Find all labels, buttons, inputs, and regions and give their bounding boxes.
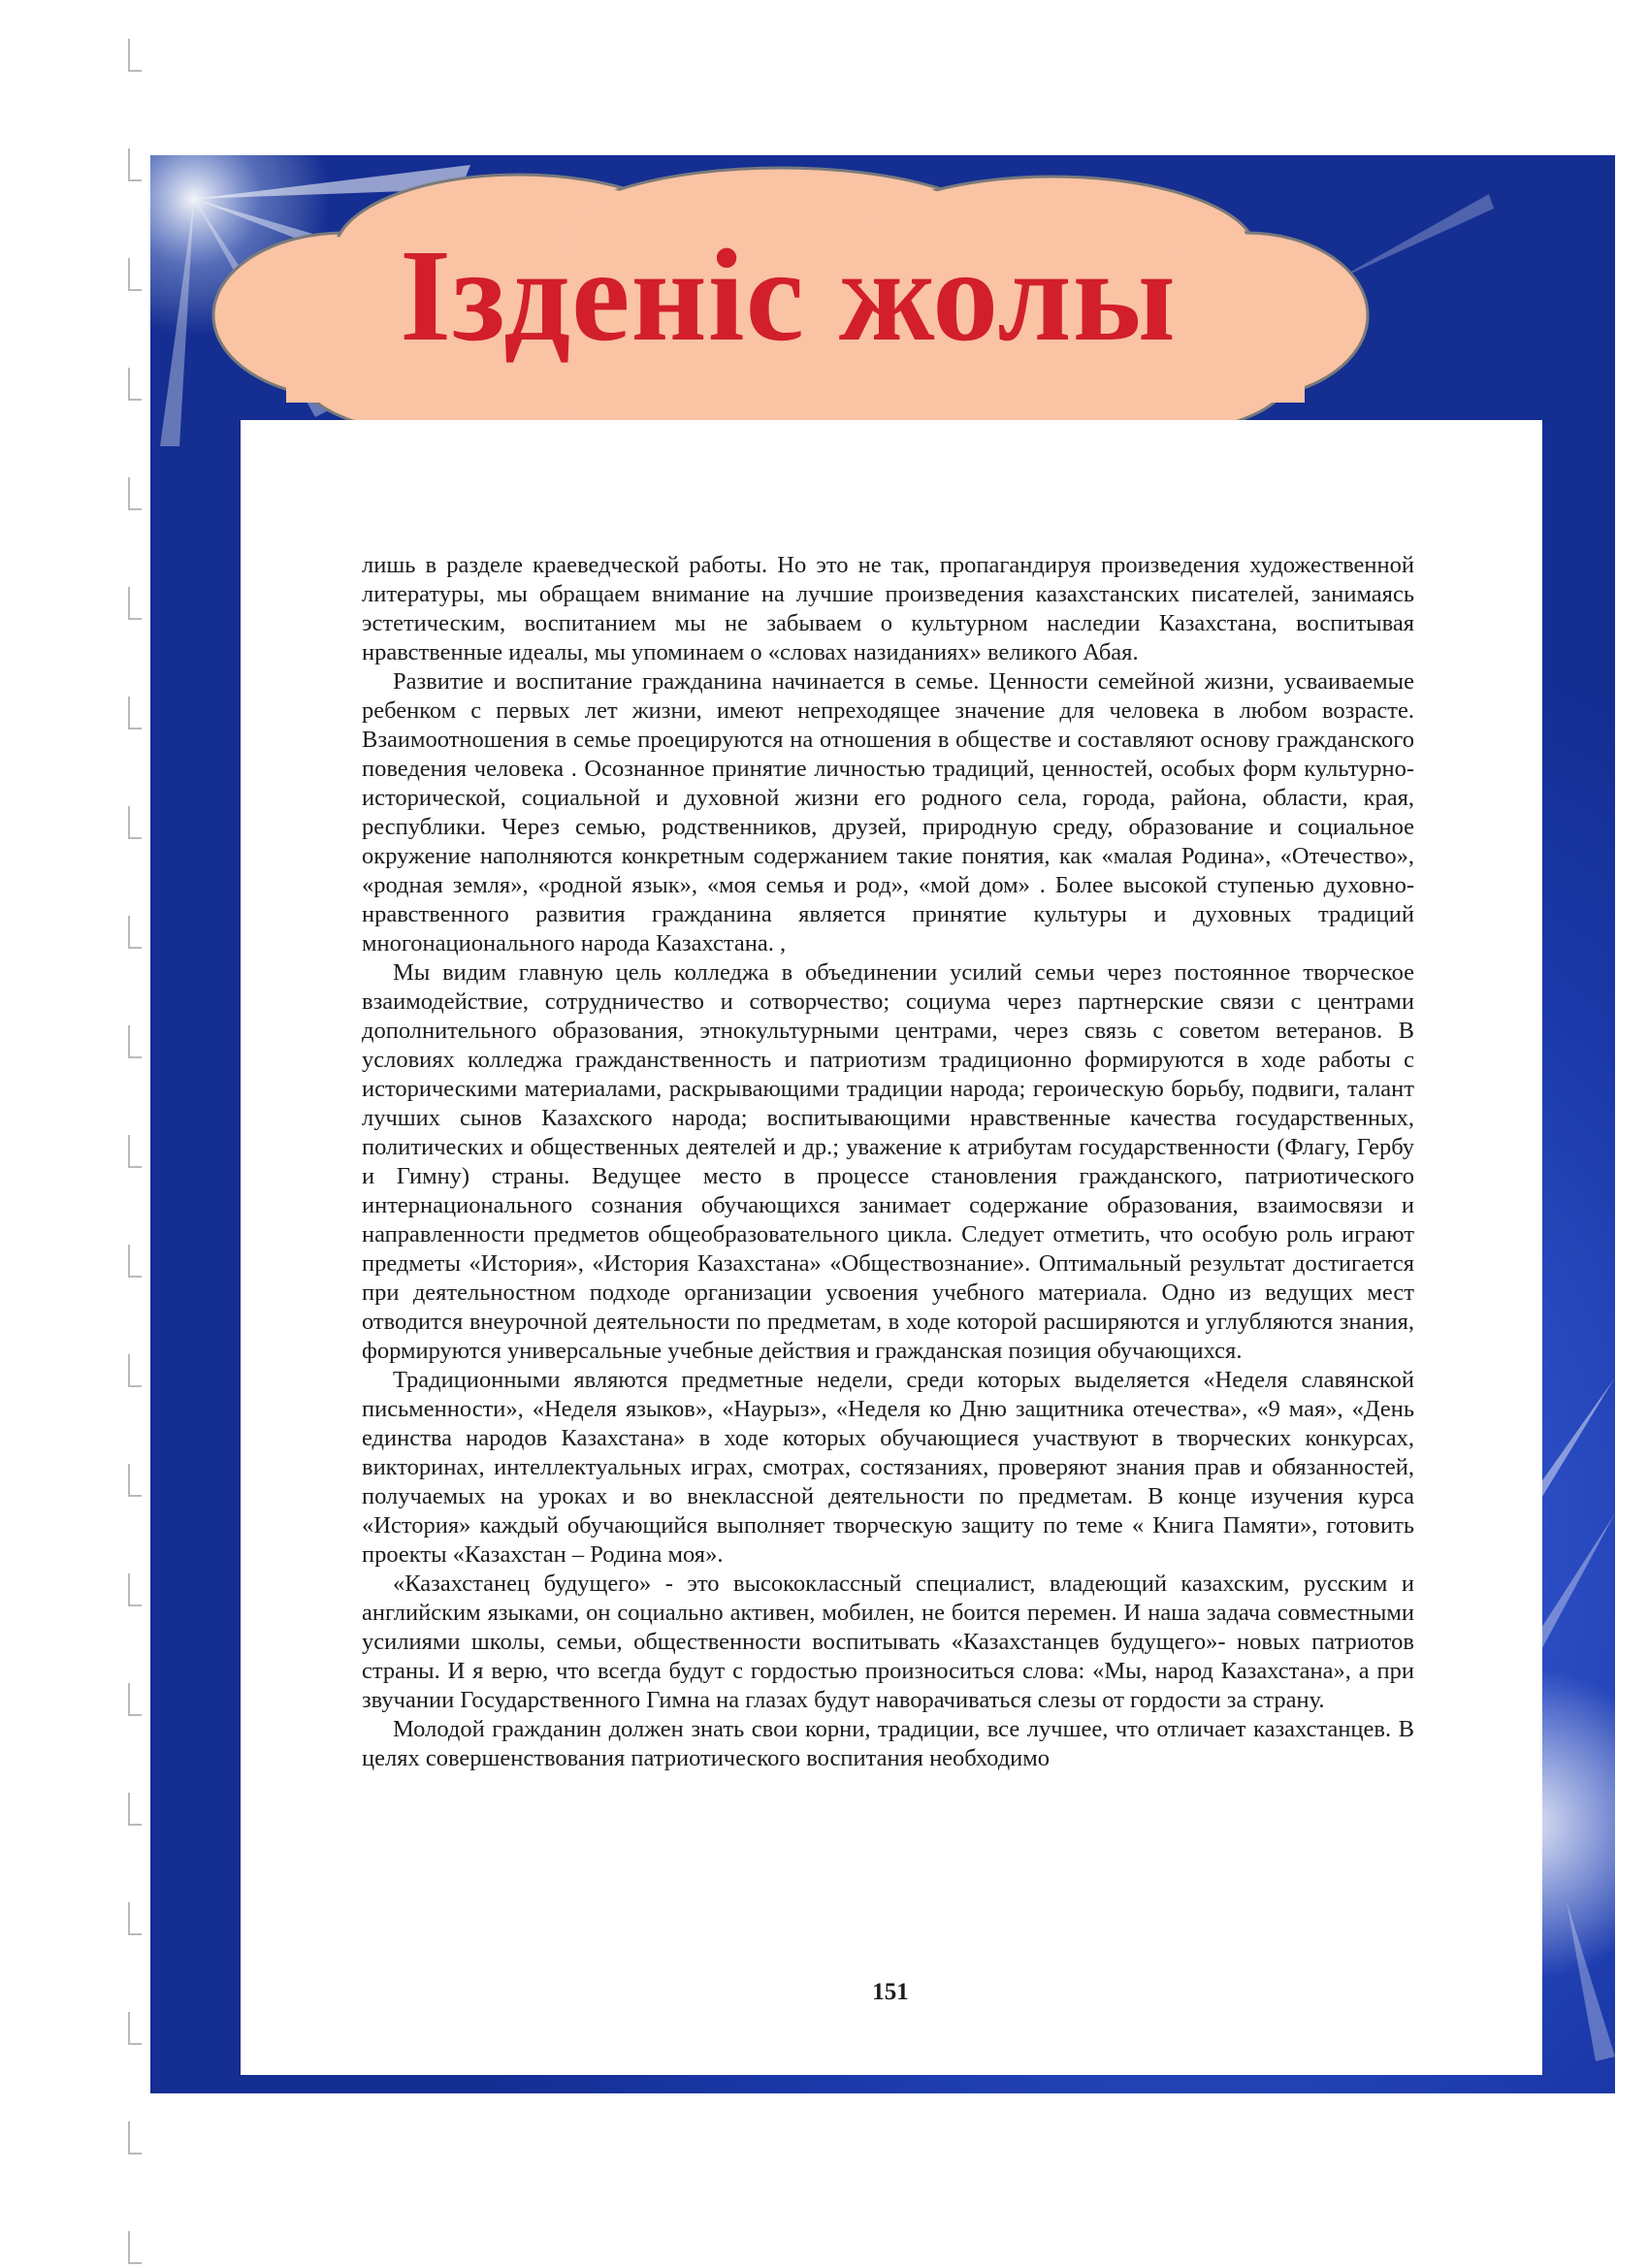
binding-mark	[128, 70, 142, 72]
paragraph: Развитие и воспитание гражданина начинается в семье. Ценности семейной жизни, усваиваемые ребенком с первых лет жизни, имеют непреходящее значение для человека в любом возрасте. Взаимоотношения в семье проецируются на отношения в обществе и составляют основу гражданского поведения человека . Осознанное принятие личностью традиций, ценностей, особых форм культурно-исторической, социальной и духовной жизни его родного села, города, района, области, края, республики. Через семью, родственников, друзей, природную среду, образование и социальное окружение наполняются конкретным содержанием такие понятия, как «малая Родина», «Отечество», «родная земля», «родной язык», «моя семья и род», «мой дом» . Более высокой ступенью духовно-нравственного развития гражданина является принятие культуры и духовных традиций многонационального народа Казахстана. ,	[362, 668, 1414, 956]
paragraph: Традиционными являются предметные недели, среди которых выделяется «Неделя славянской письменности», «Неделя языков», «Наурыз», «Неделя ко Дню защитника отечества», «9 мая», «День единства народов Казахстана» в ходе которых обучающиеся участвуют в творческих конкурсах, викторинах, интеллектуальных играх, смотрах, состязаниях, проверяют знания прав и обязанностей, получаемых на уроках и во внеклассной деятельности по предметам. В конце изучения курса «История» каждый обучающийся выполняет творческую защиту по теме « Книга Памяти», готовить проекты «Казахстан – Родина моя».	[362, 1367, 1414, 1568]
binding-mark	[128, 1276, 142, 1278]
binding-mark	[128, 1604, 142, 1606]
binding-mark	[128, 2153, 142, 2155]
binding-mark	[128, 1385, 142, 1387]
binding-mark	[128, 1824, 142, 1826]
binding-mark	[128, 947, 142, 949]
binding-mark	[128, 618, 142, 620]
page-title: Ізденіс жолы	[400, 223, 1177, 369]
binding-mark	[128, 1933, 142, 1935]
binding-margin	[0, 0, 146, 2268]
binding-mark	[128, 2043, 142, 2045]
binding-mark	[128, 1714, 142, 1716]
binding-mark	[128, 728, 142, 729]
paragraph: Мы видим главную цель колледжа в объединении усилий семьи через постоянное творческое взаимодействие, сотрудничество и сотворчество; социума через партнерские связи с центрами дополнительного образования, этнокультурными центрами, через связь с советом ветеранов. В условиях колледжа гражданственность и патриотизм традиционно формируются в ходе работы с историческими материалами, раскрывающими традиции народа; героическую борьбу, подвиги, талант лучших сынов Казахского народа; воспитывающими нравственные качества государственных, политических и общественных деятелей и др.; уважение к атрибутам государственности (Флагу, Гербу и Гимну) страны. Ведущее место в процессе становления гражданского, патриотического интернационального сознания обучающихся занимает содержание образования, взаимосвязи и направленности предметов общеобразовательного цикла. Следует отметить, что особую роль играют предметы «История», «История Казахстана» «Обществознание». Оптимальный результат достигается при деятельностном подходе организации усвоения учебного материала. Одно из ведущих мест отводится внеурочной деятельности по предметам, в ходе которой расширяются и углубляются знания, формируются универсальные учебные действия и гражданская позиция обучающихся.	[362, 959, 1414, 1364]
article-body	[362, 551, 1414, 1773]
binding-mark	[128, 1056, 142, 1058]
binding-mark	[128, 1166, 142, 1168]
binding-mark	[128, 508, 142, 510]
paragraph: лишь в разделе краеведческой работы. Но это не так, пропагандируя произведения художественной литературы, мы обращаем внимание на лучшие произведения казахстанских писателей, занимаясь эстетическим, воспитанием мы не забываем о культурном наследии Казахстана, воспитывая нравственные идеалы, мы упоминаем о «словах назиданиях» великого Абая.	[362, 552, 1414, 665]
binding-mark	[128, 2262, 142, 2264]
binding-mark	[128, 289, 142, 291]
binding-mark	[128, 179, 142, 181]
page-number: 151	[872, 1979, 909, 2005]
binding-mark	[128, 1495, 142, 1497]
paragraph: Молодой гражданин должен знать свои корни, традиции, все лучшее, что отличает казахстанцев. В целях совершенствования патриотического воспитания необходимо	[362, 1716, 1414, 1771]
binding-mark	[128, 837, 142, 839]
paragraph: «Казахстанец будущего» - это высококлассный специалист, владеющий казахским, русским и английским языками, он социально активен, мобилен, не боится перемен. И наша задача совместными усилиями школы, семьи, общественности воспитывать «Казахстанцев будущего»- новых патриотов страны. И я верю, что всегда будут с гордостью произноситься слова: «Мы, народ Казахстана», а при звучании Государственного Гимна на глазах будут наворачиваться слезы от гордости за страну.	[362, 1571, 1414, 1713]
binding-mark	[128, 399, 142, 401]
